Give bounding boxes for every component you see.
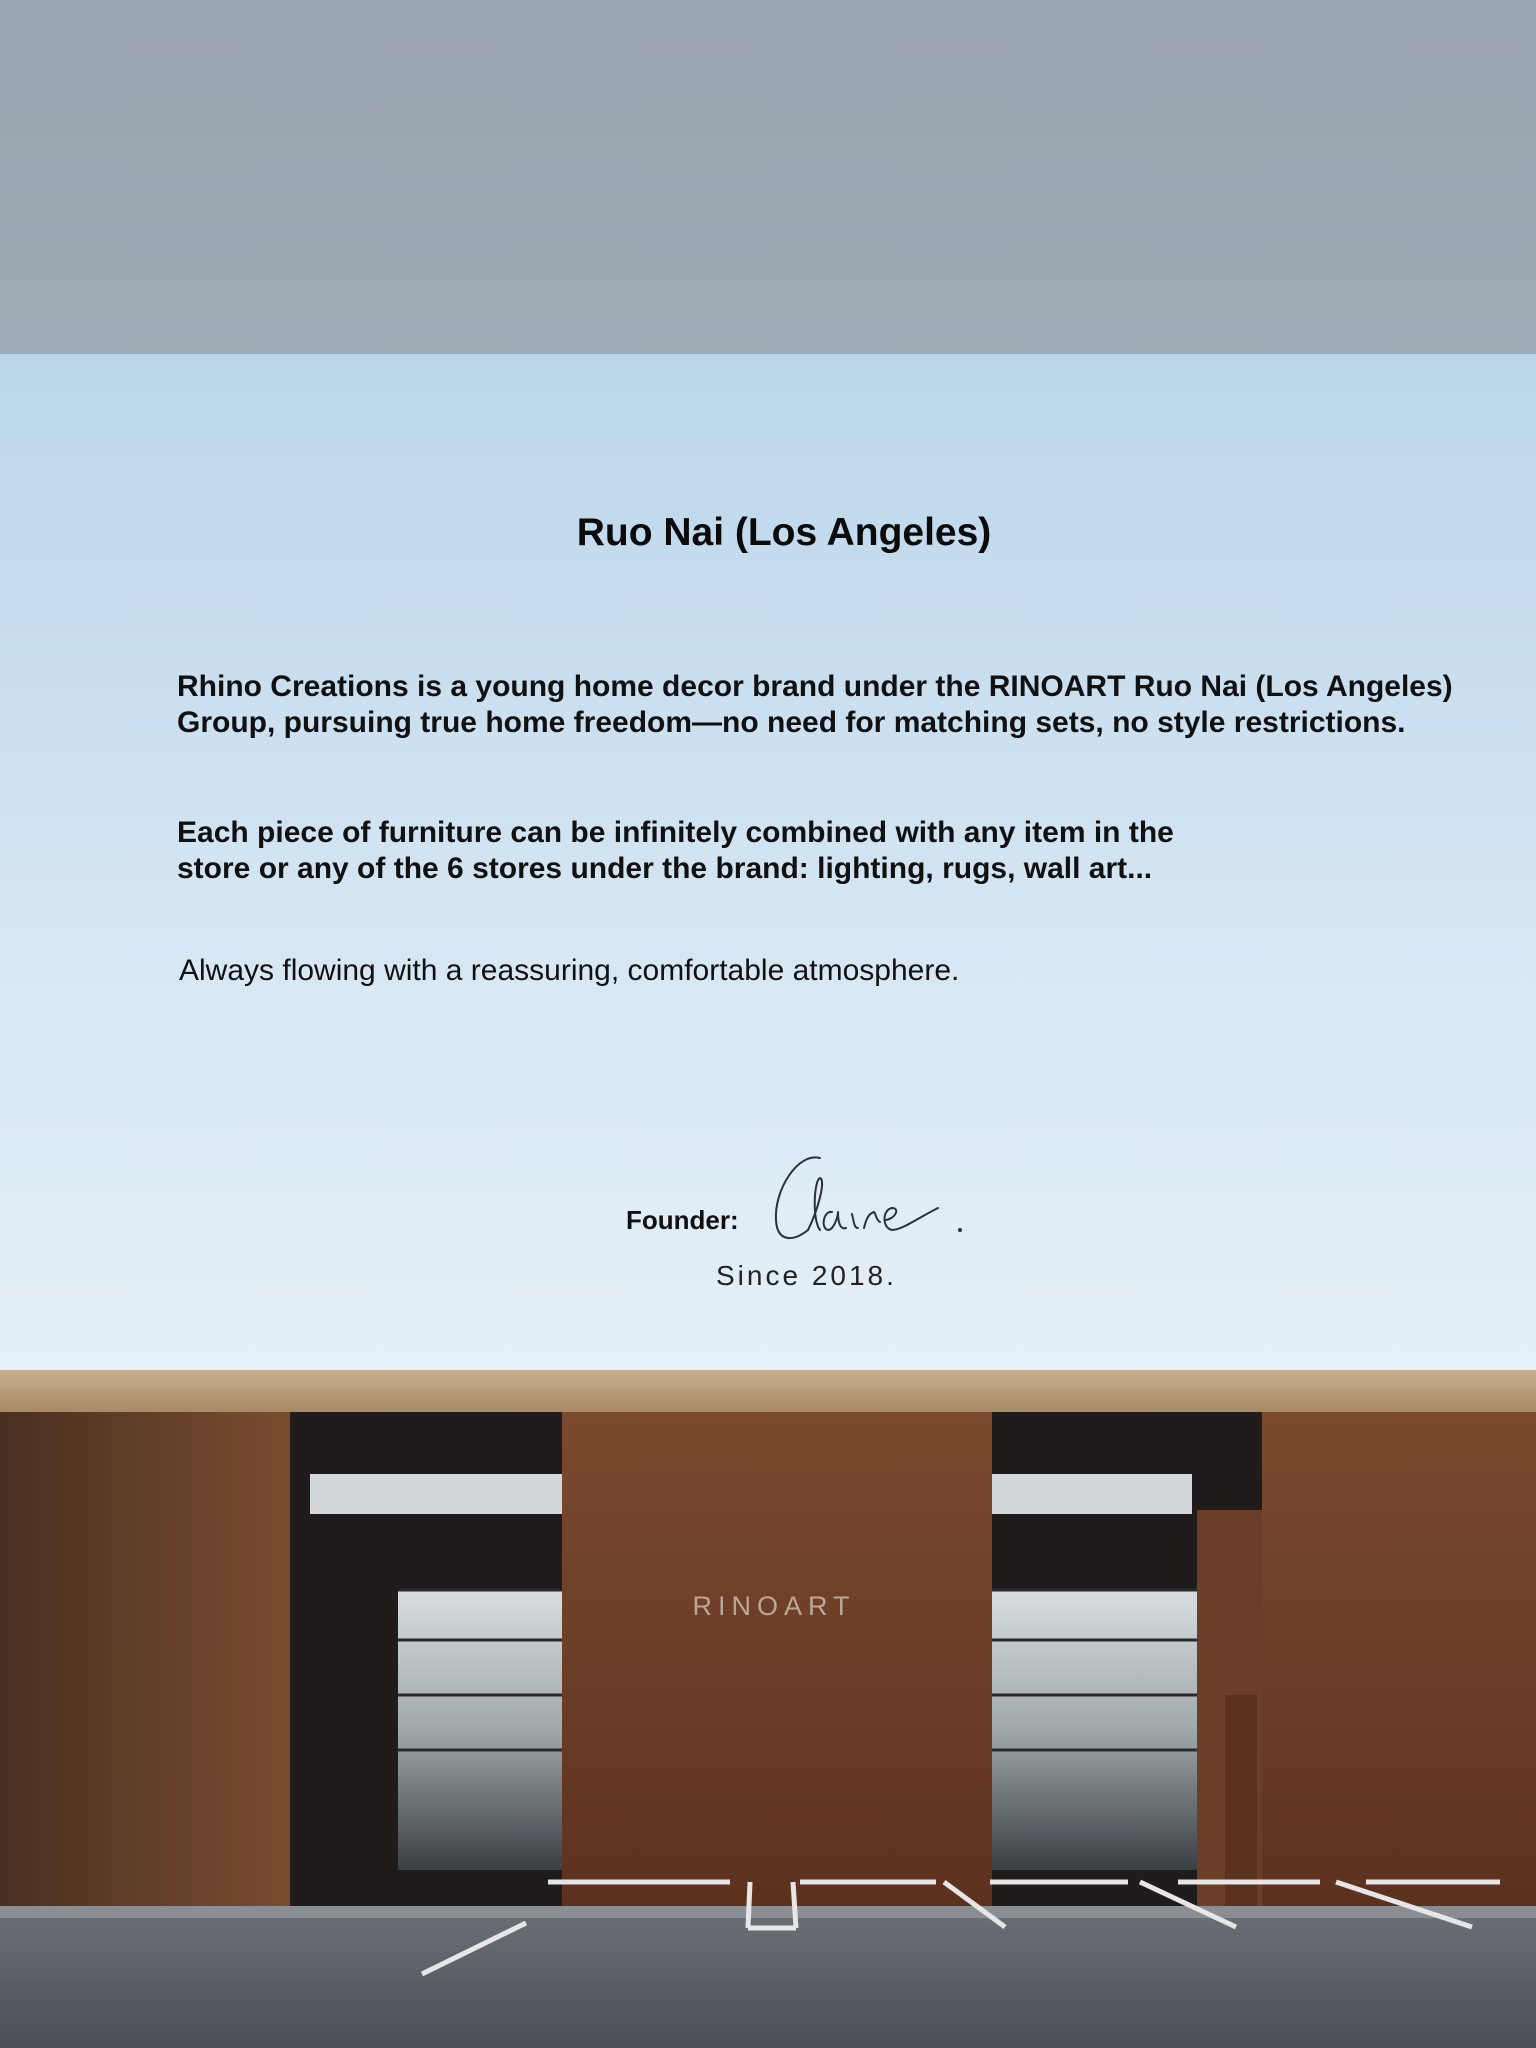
combination-paragraph bbox=[177, 815, 1277, 887]
combination-line-1: Each piece of furniture can be infinitely combined with any item in the bbox=[177, 816, 1174, 849]
page-title: Ruo Nai (Los Angeles) bbox=[576, 511, 992, 554]
intro-paragraph bbox=[177, 669, 1477, 741]
building-photo bbox=[0, 1370, 1536, 2048]
building-sign: RINOART bbox=[692, 1591, 856, 1621]
intro-line-1: Rhino Creations is a young home decor brand under the RINOART Ruo Nai (Los Angeles) bbox=[177, 670, 1453, 703]
founder-label: Founder: bbox=[626, 1205, 739, 1235]
founder-signature bbox=[768, 1150, 978, 1250]
top-band bbox=[0, 0, 1536, 354]
intro-line-2: Group, pursuing true home freedom—no need for matching sets, no style restrictions. bbox=[177, 706, 1406, 739]
atmosphere-paragraph: Always flowing with a reassuring, comfortable atmosphere. bbox=[179, 954, 960, 987]
combination-line-2: store or any of the 6 stores under the brand: lighting, rugs, wall art... bbox=[177, 852, 1153, 885]
since-year: Since 2018. bbox=[716, 1260, 897, 1291]
